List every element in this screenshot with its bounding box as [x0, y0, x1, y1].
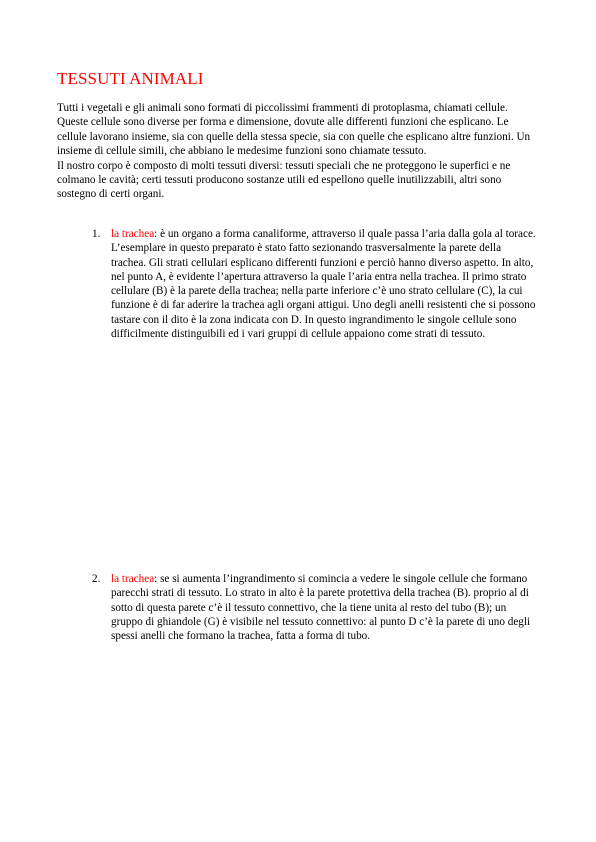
list-item-text: : è un organo a forma canaliforme, attraverso il quale passa l’aria dalla gola al torace. L’esemplare in questo preparato è stato fatto sezionando trasversalmente la parete della trachea. Gli strati cellulari esplicano differenti funzioni e perciò hanno diverso aspetto. In alto, nel punto A, è evidente l’apertura attraverso la quale l’aria entra nella trachea. Il primo strato cellulare (B) è la parete della trachea; nella parte inferiore c’è uno strato cellulare (C), la cui funzione è di far aderire la trachea agli organi attigui. Uno degli anelli resistenti che si possono tastare con il dito è la zona indicata con D. In questo ingrandimento le singole cellule sono difficilmente distinguibili ed i vari gruppi di cellule appaiono come strati di tessuto.: [111, 228, 536, 341]
list-item-text: : se si aumenta l’ingrandimento si comincia a vedere le singole cellule che formano parecchi strati di tessuto. Lo strato in alto è la parete protettiva della trachea (B). proprio al di sotto di questa parete c’è il tessuto connettivo, che la tiene unita al resto del tubo (B); un gruppo di ghiandole (G) è visibile nel tessuto connettivo: al punto D c’è la parete di uno degli spessi anelli che formano la trachea, fatta a forma di tubo.: [111, 573, 531, 643]
page-title: TESSUTI ANIMALI: [57, 69, 204, 88]
list-item-term: la trachea: [111, 573, 155, 585]
intro-paragraph: Tutti i vegetali e gli animali sono formati di piccolissimi frammenti di protoplasma, chiamati cellule. Queste cellule sono diverse per forma e dimensione, dovute alle differenti funzioni che esplicano. Le cellule lavorano insieme, sia con quelle della stessa specie, sia con quelle che esplicano altre funzioni. Un insieme di cellule simili, che abbiano le medesime funzioni sono chiamate tessuto.: [57, 102, 531, 158]
list-item: [92, 227, 537, 341]
intro-paragraph: Il nostro corpo è composto di molti tessuti diversi: tessuti speciali che ne proteggono le superfici e ne colmano le cavità; certi tessuti producono sostanze utili ed espellono quelle inutilizzabili, altri sono sostegno di certi organi.: [57, 159, 511, 201]
list-item-body: [111, 227, 537, 341]
list-item-term: la trachea: [111, 228, 155, 240]
list-item-number: 1.: [92, 228, 101, 240]
list-item: [92, 572, 537, 643]
list-item-number: 2.: [92, 573, 101, 585]
intro-section: [57, 101, 537, 202]
list-item-body: [111, 572, 537, 643]
